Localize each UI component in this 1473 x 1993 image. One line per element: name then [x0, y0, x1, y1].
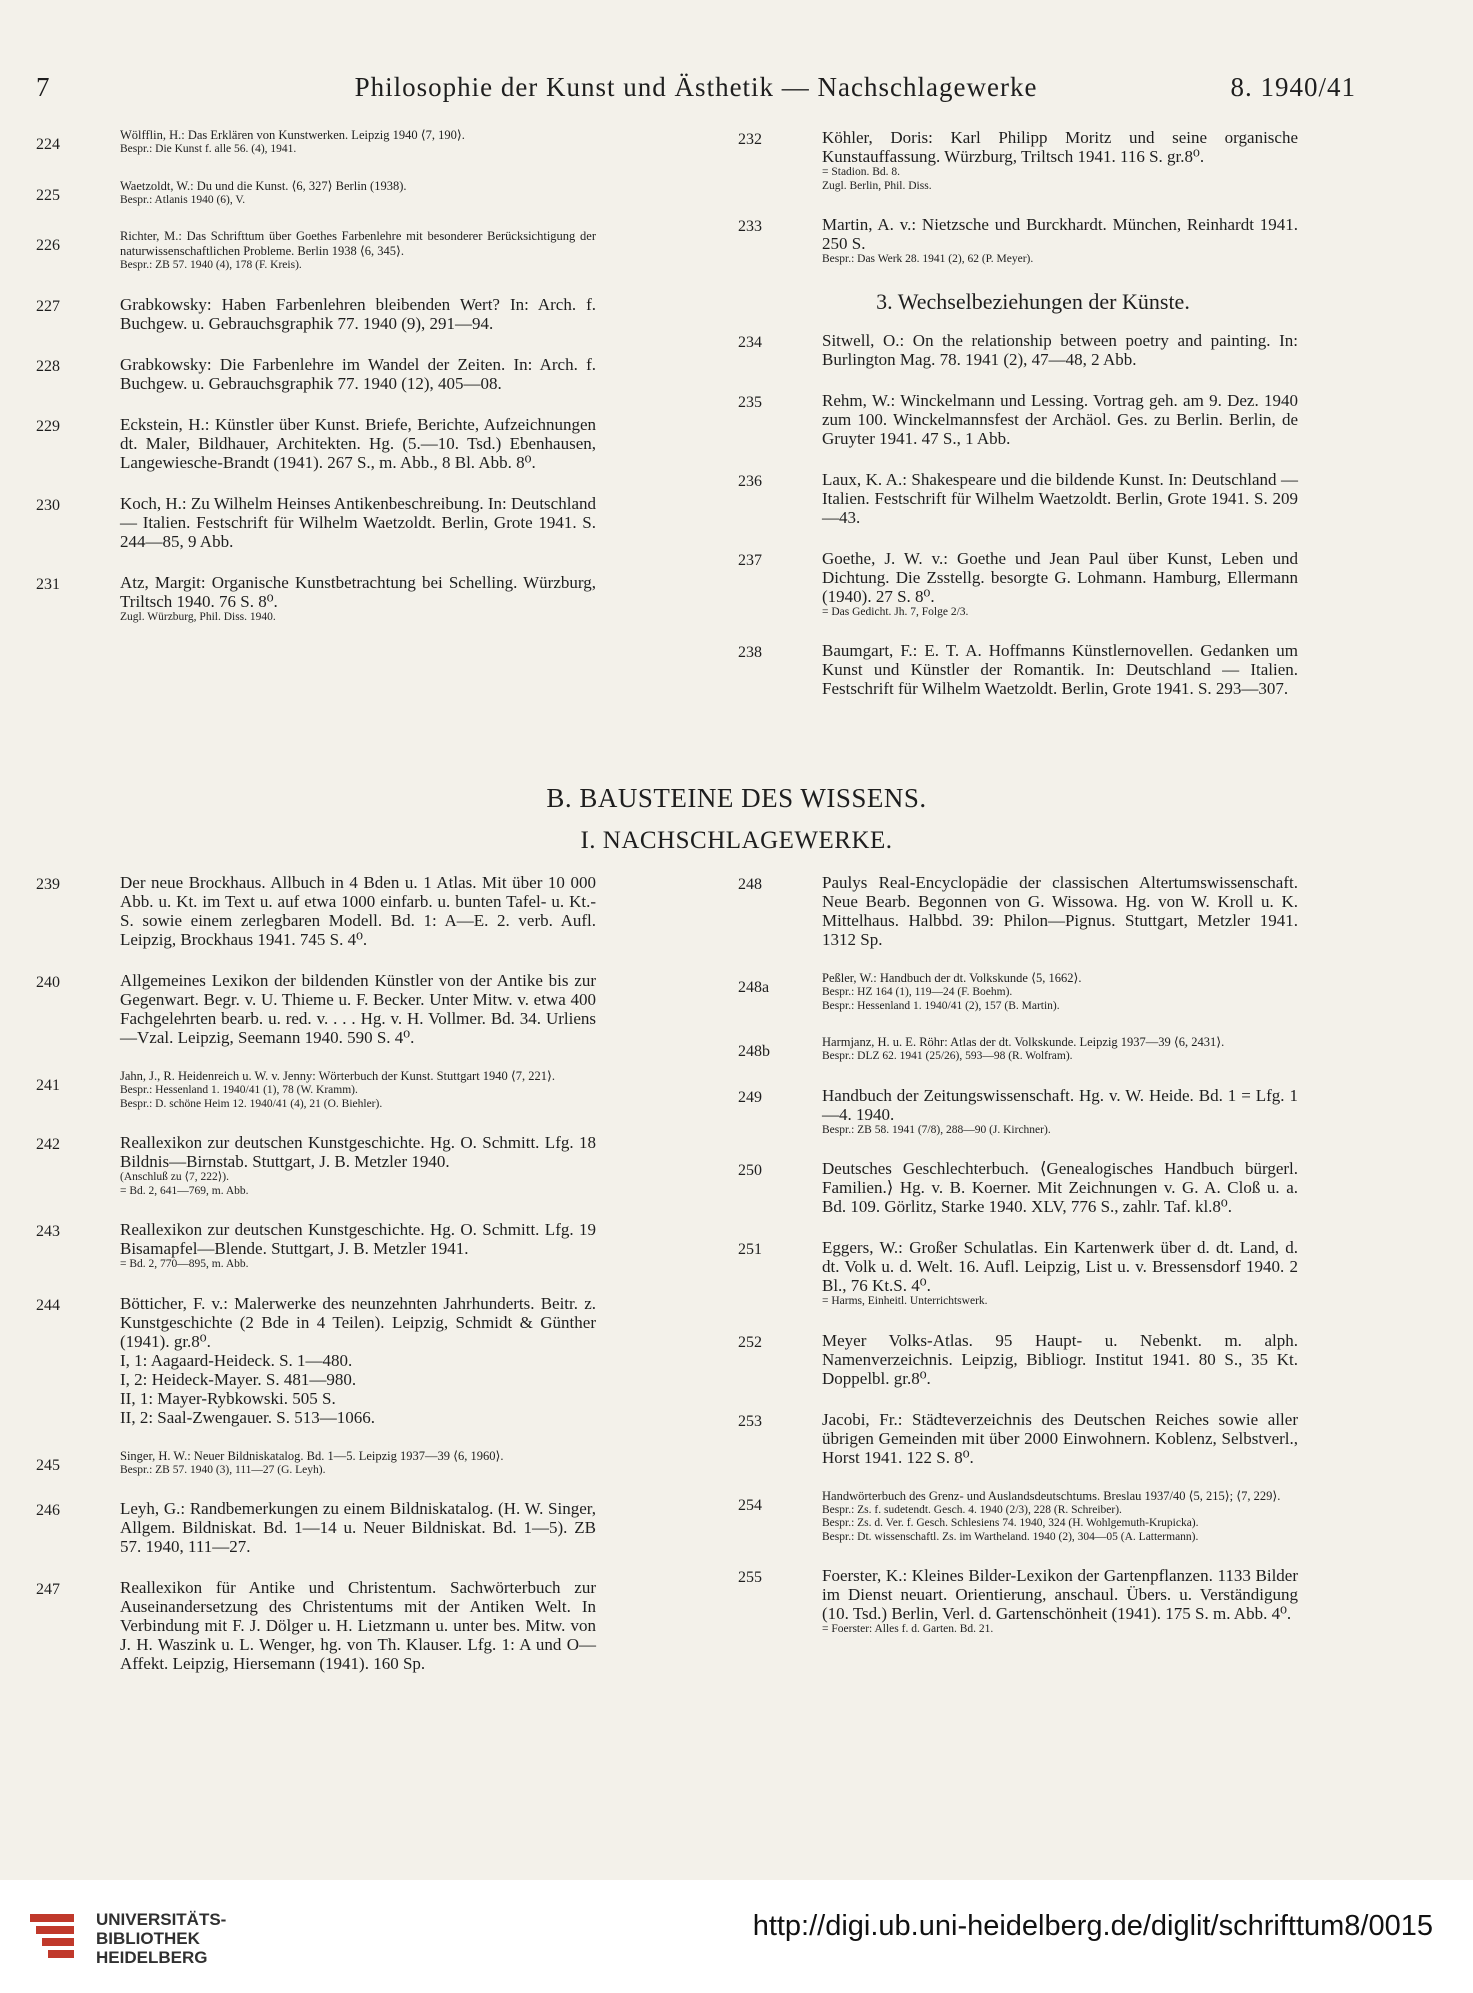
entry-text: Rehm, W.: Winckelmann und Lessing. Vortrag geh. am 9. Dez. 1940 zum 100. Winckelmannsfest der Archäol. Ges. zu Berlin. Berlin, de Gruyter 1941. 47 S., 1 Abb.: [822, 390, 1298, 448]
entry-text: Reallexikon zur deutschen Kunstgeschichte. Hg. O. Schmitt. Lfg. 18 Bildnis—Birnstab. Stuttgart, J. B. Metzler 1940.: [120, 1133, 596, 1171]
section-subtitle: I. NACHSCHLAGEWERKE.: [580, 827, 893, 854]
entry-text: Sitwell, O.: On the relationship between poetry and painting. In: Burlington Mag. 78. 1941 (2), 47—48, 2 Abb.: [822, 330, 1298, 369]
entry-number: 253: [738, 1412, 762, 1430]
entry-number: 245: [36, 1456, 60, 1474]
entries-philosophy-right: [738, 128, 1298, 267]
entry-number: 232: [738, 131, 762, 148]
entry-text: Jahn, J., R. Heidenreich u. W. v. Jenny: Wörterbuch der Kunst. Stuttgart 1940 ⟨7, 221⟩.: [120, 1069, 556, 1083]
bibliography-entry: [36, 415, 596, 472]
entry-number: 247: [36, 1581, 60, 1598]
entry-number: 252: [738, 1333, 762, 1351]
subsection-heading: 3. Wechselbeziehungen der Künste.: [876, 288, 1190, 314]
entry-volume-line: I, 2: Heideck-Mayer. S. 481—980.: [120, 1369, 357, 1389]
bibliography-entry: [36, 1294, 596, 1427]
bibliography-entry: [738, 1566, 1298, 1637]
entry-number: 255: [738, 1569, 762, 1586]
section-title: B. BAUSTEINE DES WISSENS.: [546, 783, 927, 813]
column-top-right: [738, 128, 1298, 720]
entry-review-note: Bespr.: D. schöne Heim 12. 1940/41 (4), 21 (O. Biehler).: [120, 1097, 383, 1110]
entry-review-note: = Das Gedicht. Jh. 7, Folge 2/3.: [822, 605, 969, 618]
entry-text: Atz, Margit: Organische Kunstbetrachtung bei Schelling. Würzburg, Triltsch 1940. 76 S. 8⁰.: [120, 572, 596, 611]
entry-text: Baumgart, F.: E. T. A. Hoffmanns Künstlernovellen. Gedanken um Kunst und Künstler der Romantik. In: Deutschland — Italien. Festschrift für Wilhelm Waetzoldt. Berlin, Grote 1941. S. 293—307.: [822, 641, 1298, 698]
entry-review-note: Bespr.: ZB 57. 1940 (4), 178 (F. Kreis).: [120, 259, 302, 271]
entry-review-note: Bespr.: ZB 58. 1941 (7/8), 288—90 (J. Kirchner).: [822, 1123, 1051, 1136]
university-library-logo-icon: [26, 1906, 86, 1966]
entry-text: Eckstein, H.: Künstler über Kunst. Briefe, Berichte, Aufzeichnungen dt. Maler, Bildhauer, Architekten. Hg. (5.—10. Tsd.) Ebenhausen, Langewiesche-Brandt (1941). 267 S., m. Abb., 8 Bl. Abb. 8⁰.: [120, 414, 596, 472]
entry-number: 230: [36, 496, 60, 514]
entry-number: 236: [738, 472, 762, 490]
bibliography-entry: [738, 1035, 1298, 1064]
entry-text: Harmjanz, H. u. E. Röhr: Atlas der dt. Volkskunde. Leipzig 1937—39 ⟨6, 2431⟩.: [822, 1035, 1225, 1049]
entry-review-note: Bespr.: DLZ 62. 1941 (25/26), 593—98 (R. Wolfram).: [822, 1050, 1073, 1062]
entry-number: 246: [36, 1502, 60, 1519]
entry-review-note: Bespr.: Atlanis 1940 (6), V.: [120, 193, 246, 206]
entry-review-note: = Foerster: Alles f. d. Garten. Bd. 21.: [822, 1623, 994, 1635]
entry-number: 239: [36, 876, 60, 893]
entry-text: Martin, A. v.: Nietzsche und Burckhardt. München, Reinhardt 1941. 250 S.: [822, 215, 1298, 253]
entry-number: 248a: [738, 979, 770, 996]
entry-text: Köhler, Doris: Karl Philipp Moritz und seine organische Kunstauffassung. Würzburg, Triltsch 1941. 116 S. gr.8⁰.: [822, 128, 1298, 166]
bibliography-entry: [36, 573, 596, 625]
entry-text: Waetzoldt, W.: Du und die Kunst. ⟨6, 327⟩ Berlin (1938).: [120, 178, 407, 193]
entry-number: 233: [738, 218, 762, 235]
library-name: [96, 1910, 226, 1967]
bibliography-entry: [738, 215, 1298, 267]
entry-text: Leyh, G.: Randbemerkungen zu einem Bildniskatalog. (H. W. Singer, Allgem. Bildniskat. Bd. 1—14 u. Neuer Bildniskat. Bd. 1—5). ZB 57. 1940, 111—27.: [120, 1499, 596, 1556]
entry-text: Grabkowsky: Die Farbenlehre im Wandel der Zeiten. In: Arch. f. Buchgew. u. Gebrauchsgraphik 77. 1940 (12), 405—08.: [120, 354, 596, 393]
source-url[interactable]: http://digi.ub.uni-heidelberg.de/diglit/schrifttum8/0015: [752, 1910, 1433, 1942]
entry-text: Peßler, W.: Handbuch der dt. Volkskunde ⟨5, 1662⟩.: [822, 971, 1082, 985]
entry-text: Koch, H.: Zu Wilhelm Heinses Antikenbeschreibung. In: Deutschland — Italien. Festschrift für Wilhelm Waetzoldt. Berlin, Grote 1941. S. 244—85, 9 Abb.: [120, 493, 596, 551]
page-header: [36, 72, 1356, 106]
entry-number: 238: [738, 644, 762, 661]
library-line-1: UNIVERSITÄTS-: [96, 1910, 227, 1929]
bibliography-entry: [738, 128, 1298, 193]
entry-text: Foerster, K.: Kleines Bilder-Lexikon der Gartenpflanzen. 1133 Bilder im Dienst neuart. Orientierung, anschaul. Übers. u. Verständigung (10. Tsd.) Berlin, Verl. d. Gartenschönheit (1941). 175 S. m. Abb. 4⁰.: [822, 1566, 1298, 1623]
entry-review-note: Bespr.: HZ 164 (1), 119—24 (F. Boehm).: [822, 986, 1013, 998]
entry-number: 250: [738, 1162, 762, 1179]
entry-text: Eggers, W.: Großer Schulatlas. Ein Kartenwerk über d. dt. Land, d. dt. Volk u. d. Welt. 16. Aufl. Leipzig, List u. v. Bressensdorf 1940. 2 Bl., 76 Kt.S. 4⁰.: [822, 1238, 1298, 1295]
bibliography-entry: [738, 641, 1298, 698]
bibliography-entry: [36, 179, 596, 208]
column-top-left: [36, 128, 596, 646]
bibliography-entry: [738, 1086, 1298, 1138]
entry-text: Grabkowsky: Haben Farbenlehren bleibenden Wert? In: Arch. f. Buchgew. u. Gebrauchsgraphik 77. 1940 (9), 291—94.: [120, 294, 596, 333]
library-line-3: HEIDELBERG: [96, 1948, 208, 1967]
bibliography-entry: [738, 331, 1298, 369]
entry-review-note: Zugl. Würzburg, Phil. Diss. 1940.: [120, 610, 276, 623]
library-line-2: BIBLIOTHEK: [96, 1929, 200, 1948]
entry-number: 231: [36, 575, 60, 593]
entry-number: 234: [738, 333, 762, 351]
entry-text: Paulys Real-Encyclopädie der classischen Altertumswissenschaft. Neue Bearb. Begonnen von G. Wissowa. Hg. von W. Kroll u. K. Mittelhaus. Halbbd. 39: Philon—Pignus. Stuttgart, Metzler 1941. 1312 Sp.: [822, 873, 1298, 949]
entry-review-note: Zugl. Berlin, Phil. Diss.: [822, 179, 932, 192]
entry-text: Der neue Brockhaus. Allbuch in 4 Bden u. 1 Atlas. Mit über 10 000 Abb. u. Kt. im Text u. auf etwa 1000 einfarb. u. bunten Tafel- u. Kt.-S. sowie einem zerlegbaren Modell. Bd. 1: A—E. 2. verb. Aufl. Leipzig, Brockhaus 1941. 745 S. 4⁰.: [120, 873, 596, 949]
bibliography-entry: [738, 971, 1298, 1013]
bibliography-entry: [36, 494, 596, 551]
entry-number: 241: [36, 1077, 60, 1094]
bibliography-entry: [36, 971, 596, 1047]
entry-number: 254: [738, 1496, 762, 1514]
bibliography-entry: [36, 1133, 596, 1198]
entry-number: 235: [738, 393, 762, 411]
entry-number: 227: [36, 297, 60, 315]
bibliography-entry: [738, 470, 1298, 527]
entry-volume-line: I, 1: Aagaard-Heideck. S. 1—480.: [120, 1350, 353, 1370]
entry-text: Deutsches Geschlechterbuch. ⟨Genealogisches Handbuch bürgerl. Familien.⟩ Hg. v. B. Koerner. Mit Zeichnungen v. G. A. Cloß u. a. Bd. 109. Görlitz, Starke 1940. XLV, 776 S., zahlr. Taf. kl.8⁰.: [822, 1159, 1298, 1216]
entry-text: Reallexikon zur deutschen Kunstgeschichte. Hg. O. Schmitt. Lfg. 19 Bisamapfel—Blende. Stuttgart, J. B. Metzler 1941.: [120, 1220, 596, 1258]
entry-number: 240: [36, 974, 60, 991]
entry-number: 248b: [738, 1043, 770, 1060]
entry-number: 225: [36, 186, 60, 204]
running-title: Philosophie der Kunst und Ästhetik — Nachschlagewerke: [354, 72, 1038, 102]
bibliography-entry: [36, 1499, 596, 1556]
entry-text: Singer, H. W.: Neuer Bildniskatalog. Bd. 1—5. Leipzig 1937—39 ⟨6, 1960⟩.: [120, 1448, 504, 1463]
entry-review-note: Bespr.: Zs. d. Ver. f. Gesch. Schlesiens 74. 1940, 324 (H. Wohlgemuth-Krupicka).: [822, 1517, 1199, 1529]
bibliography-entry: [36, 1220, 596, 1272]
entry-review-note: Bespr.: ZB 57. 1940 (3), 111—27 (G. Leyh).: [120, 1463, 326, 1476]
entry-text: Wölfflin, H.: Das Erklären von Kunstwerken. Leipzig 1940 ⟨7, 190⟩.: [120, 128, 465, 142]
entry-number: 229: [36, 417, 60, 435]
entry-review-note: = Harms, Einheitl. Unterrichtswerk.: [822, 1295, 988, 1307]
entry-text: Meyer Volks-Atlas. 95 Haupt- u. Nebenkt. m. alph. Namenverzeichnis. Leipzig, Bibliogr. Institut 1941. 80 S., 35 Kt. Doppelbl. gr.8⁰.: [822, 1330, 1298, 1388]
bibliography-entry: [738, 873, 1298, 949]
entry-review-note: Bespr.: Das Werk 28. 1941 (2), 62 (P. Meyer).: [822, 253, 1034, 265]
entry-review-note: (Anschluß zu ⟨7, 222⟩).: [120, 1171, 229, 1183]
bibliography-entry: [738, 1410, 1298, 1467]
bibliography-entry: [738, 1238, 1298, 1309]
entry-text: Bötticher, F. v.: Malerwerke des neunzehnten Jahrhunderts. Beitr. z. Kunstgeschichte (2 Bde in 4 Teilen). Leipzig, Schmidt & Günther (1941). gr.8⁰.: [120, 1293, 596, 1351]
entries-wechselbeziehungen: [738, 331, 1298, 699]
entry-number: 248: [738, 876, 762, 893]
footer-bar: [0, 1880, 1473, 1993]
entry-number: 243: [36, 1223, 60, 1240]
entry-review-note: Bespr.: Hessenland 1. 1940/41 (2), 157 (B. Martin).: [822, 999, 1060, 1012]
entry-review-note: = Bd. 2, 770—895, m. Abb.: [120, 1258, 249, 1270]
bibliography-entry: [36, 873, 596, 949]
entry-number: 226: [36, 237, 60, 254]
column-bottom-right: [738, 873, 1298, 1659]
bibliography-entry: [36, 295, 596, 333]
entry-text: Handbuch der Zeitungswissenschaft. Hg. v. W. Heide. Bd. 1 = Lfg. 1—4. 1940.: [822, 1085, 1298, 1124]
bibliography-entry: [36, 1578, 596, 1673]
entry-number: 244: [36, 1296, 60, 1314]
entry-text: Reallexikon für Antike und Christentum. Sachwörterbuch zur Auseinandersetzung des Christentums mit der Antiken Welt. In Verbindung mit F. J. Dölger u. H. Lietzmann u. unter bes. Mitw. von J. H. Waszink u. L. Wenger, hg. von Th. Klauser. Lfg. 1: A und O—Affekt. Leipzig, Hiersemann (1941). 160 Sp.: [120, 1578, 596, 1673]
entry-review-note: = Stadion. Bd. 8.: [822, 166, 901, 178]
volume-label: 8. 1940/41: [1230, 72, 1356, 102]
bibliography-entry: [738, 1159, 1298, 1216]
bibliography-entry: [36, 355, 596, 393]
entry-number: 242: [36, 1136, 60, 1153]
entry-text: Richter, M.: Das Schrifttum über Goethes Farbenlehre mit besonderer Berücksichtigung der naturwissenschaftlichen Probleme. Berlin 1938 ⟨6, 345⟩.: [120, 229, 596, 258]
page-number: 7: [36, 72, 51, 102]
bibliography-entry: [738, 1489, 1298, 1545]
entry-text: Allgemeines Lexikon der bildenden Künstler von der Antike bis zur Gegenwart. Begr. v. U. Thieme u. F. Becker. Unter Mitw. v. etwa 400 Fachgelehrten bearb. u. red. v. . . . Hg. v. H. Vollmer. Bd. 34. Urliens—Vzal. Leipzig, Seemann 1940. 590 S. 4⁰.: [120, 971, 596, 1047]
column-bottom-left: [36, 873, 596, 1695]
entry-text: Jacobi, Fr.: Städteverzeichnis des Deutschen Reiches sowie aller übrigen Gemeinden mit über 2000 Einwohnern. Koblenz, Selbstverl., Horst 1941. 122 S. 8⁰.: [822, 1409, 1298, 1467]
bibliography-entry: [36, 1449, 596, 1478]
entry-number: 228: [36, 357, 60, 375]
entry-number: 251: [738, 1241, 762, 1258]
entry-review-note: Bespr.: Zs. f. sudetendt. Gesch. 4. 1940 (2/3), 228 (R. Schreiber).: [822, 1503, 1122, 1516]
bibliography-entry: [36, 229, 596, 273]
entry-volume-line: II, 1: Mayer-Rybkowski. 505 S.: [120, 1388, 336, 1408]
entry-number: 237: [738, 551, 762, 569]
entry-number: 224: [36, 136, 60, 153]
entry-text: Handwörterbuch des Grenz- und Auslandsdeutschtums. Breslau 1937/40 ⟨5, 215⟩; ⟨7, 229⟩.: [822, 1488, 1281, 1503]
entry-number: 249: [738, 1088, 762, 1106]
entry-text: Goethe, J. W. v.: Goethe und Jean Paul über Kunst, Leben und Dichtung. Die Zsstellg. besorgte G. Lohmann. Hamburg, Ellermann (1940). 27 S. 8⁰.: [822, 548, 1298, 606]
bibliography-entry: [738, 391, 1298, 448]
entry-review-note: Bespr.: Hessenland 1. 1940/41 (1), 78 (W. Kramm).: [120, 1084, 358, 1096]
entry-volume-line: II, 2: Saal-Zwengauer. S. 513—1066.: [120, 1407, 375, 1427]
entry-review-note: = Bd. 2, 641—769, m. Abb.: [120, 1184, 249, 1197]
bibliography-entry: [36, 1069, 596, 1111]
bibliography-entry: [738, 549, 1298, 620]
bibliography-entry: [738, 1331, 1298, 1388]
entry-review-note: Bespr.: Die Kunst f. alle 56. (4), 1941.: [120, 143, 297, 155]
entry-text: Laux, K. A.: Shakespeare und die bildende Kunst. In: Deutschland — Italien. Festschrift für Wilhelm Waetzoldt. Berlin, Grote 1941. S. 209—43.: [822, 469, 1298, 527]
bibliography-entry: [36, 128, 596, 157]
entry-review-note: Bespr.: Dt. wissenschaftl. Zs. im Wartheland. 1940 (2), 304—05 (A. Lattermann).: [822, 1530, 1199, 1543]
